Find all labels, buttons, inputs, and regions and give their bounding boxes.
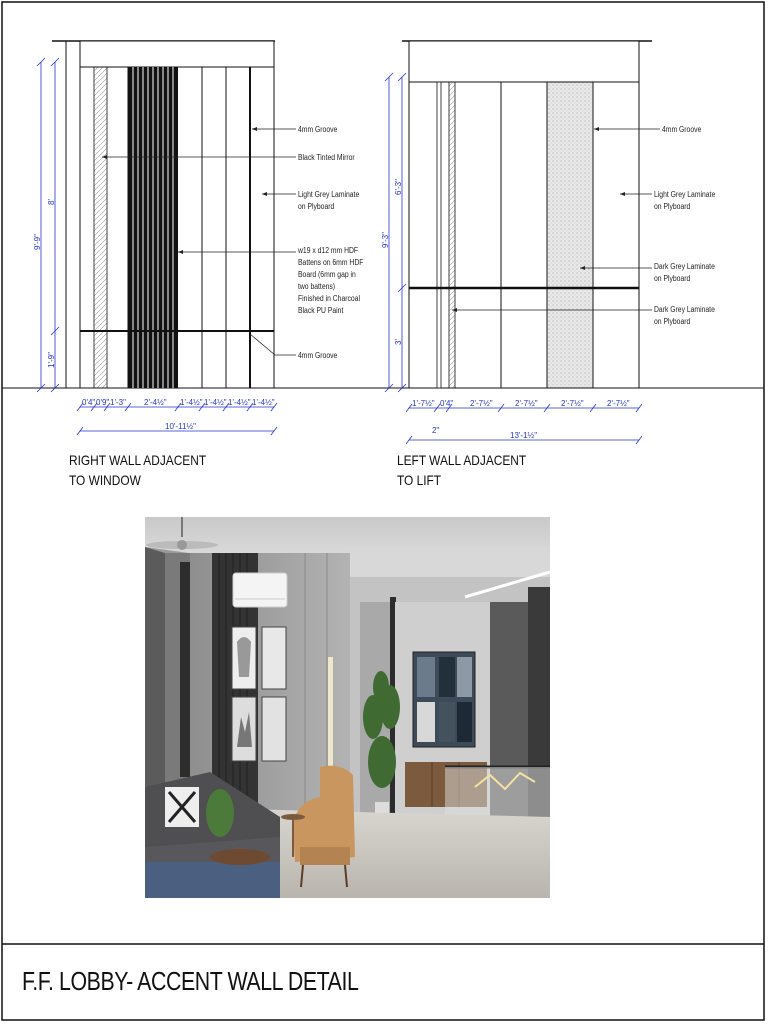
right-wall-seg-2: 0'9" xyxy=(96,398,110,407)
left-wall-note-light-laminate: Light Grey Laminate on Plyboard xyxy=(654,190,716,211)
left-wall-dim-small: 2" xyxy=(432,426,440,435)
right-wall-caption: RIGHT WALL ADJACENT TO WINDOW xyxy=(69,452,207,488)
right-wall-seg-3: 1'-3" xyxy=(110,398,126,407)
right-wall-dim-upper: 8' xyxy=(47,199,56,205)
left-wall-seg-1: 1'-7½" xyxy=(412,399,435,408)
left-wall-seg-2: 0'4" xyxy=(440,399,454,408)
right-wall-dim-overall: 9'-9" xyxy=(33,234,42,250)
right-wall-note-groove-bottom: 4mm Groove xyxy=(298,351,338,360)
right-wall-seg-8: 1'-4½" xyxy=(252,398,275,407)
right-wall-seg-4: 2'-4½" xyxy=(144,398,167,407)
left-wall-elevation xyxy=(381,41,660,444)
sheet-title: F.F. LOBBY- ACCENT WALL DETAIL xyxy=(22,966,359,996)
left-wall-caption: LEFT WALL ADJACENT TO LIFT xyxy=(397,452,527,488)
right-wall-elevation xyxy=(33,41,296,435)
left-wall-dim-overall-width: 13'-1½" xyxy=(510,431,538,440)
left-wall-note-groove: 4mm Groove xyxy=(662,125,702,134)
left-wall-seg-6: 2'-7½" xyxy=(607,399,630,408)
right-wall-dim-overall-width: 10'-11½" xyxy=(165,422,196,431)
right-wall-seg-7: 1'-4½" xyxy=(228,398,251,407)
left-wall-seg-3: 2'-7½" xyxy=(470,399,493,408)
left-wall-dim-lower: 3' xyxy=(394,339,403,345)
lobby-3d-render xyxy=(145,517,550,898)
left-wall-seg-5: 2'-7½" xyxy=(561,399,584,408)
left-wall-seg-4: 2'-7½" xyxy=(515,399,538,408)
right-wall-note-battens: w19 x d12 mm HDF Battens on 6mm HDF Board (6mm gap in two battens) Finished in Charcoal Black PU Paint xyxy=(298,246,364,315)
right-wall-note-laminate: Light Grey Laminate on Plyboard xyxy=(298,190,360,211)
right-wall-seg-1: 0'4" xyxy=(82,398,96,407)
right-wall-seg-6: 1'-4½" xyxy=(204,398,227,407)
right-wall-note-mirror: Black Tinted Mirror xyxy=(298,153,355,162)
left-wall-dim-upper: 6'-3" xyxy=(394,179,403,195)
left-wall-note-dark-laminate-1: Dark Grey Laminate on Plyboard xyxy=(654,262,715,283)
right-wall-dim-lower: 1'-9" xyxy=(47,352,56,368)
left-wall-note-dark-laminate-2: Dark Grey Laminate on Plyboard xyxy=(654,305,715,326)
right-wall-seg-5: 1'-4½" xyxy=(180,398,203,407)
right-wall-note-groove-top: 4mm Groove xyxy=(298,125,338,134)
left-wall-dim-overall: 9'-3" xyxy=(381,232,390,248)
